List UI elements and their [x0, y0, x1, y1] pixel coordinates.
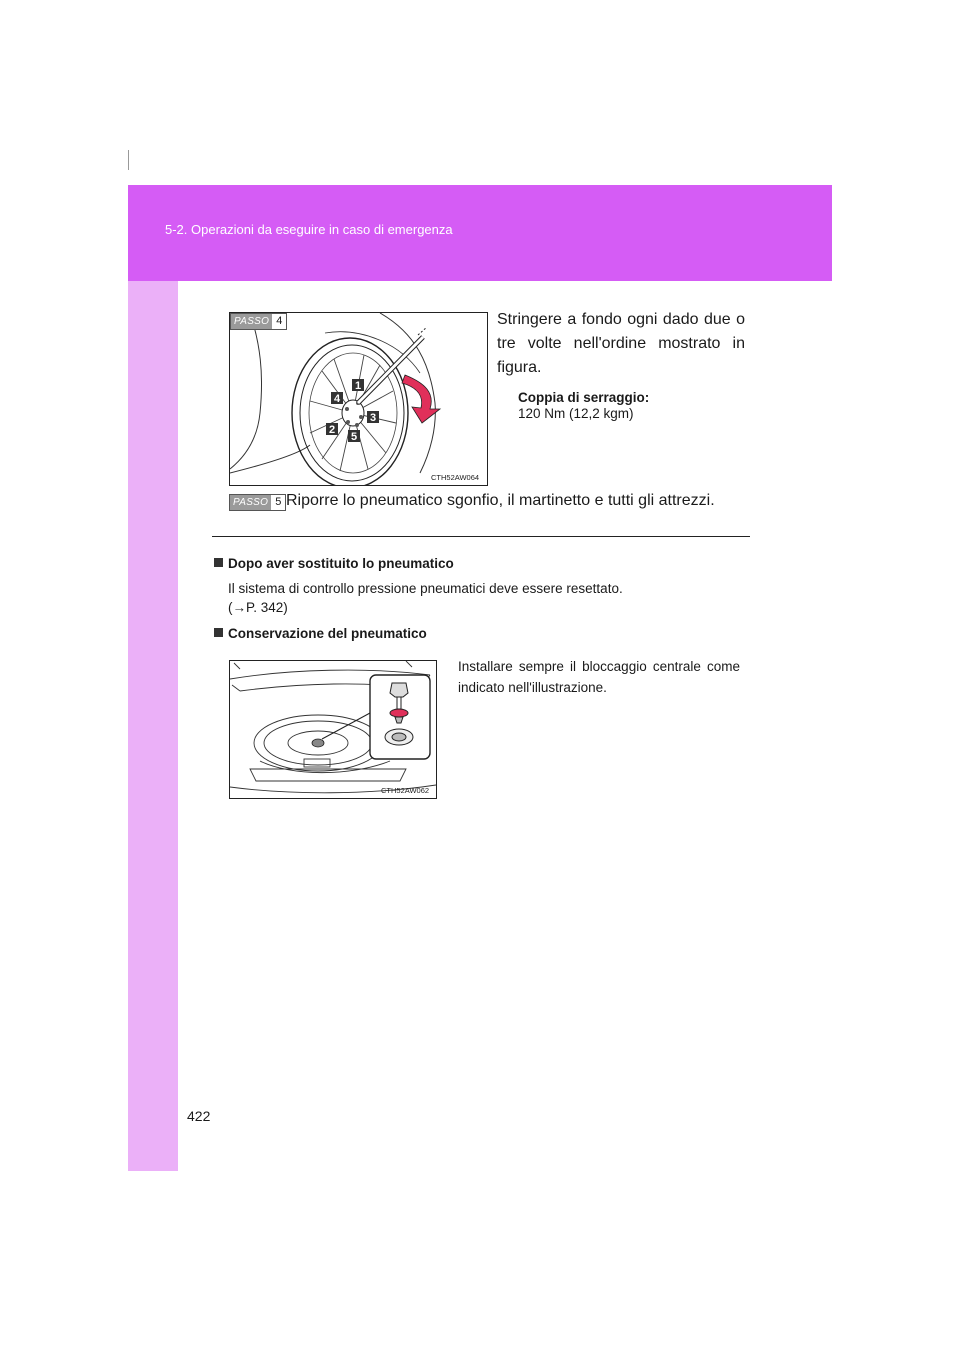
figure-code: CTH52AW064: [431, 473, 480, 482]
step-4-text: Stringere a fondo ogni dado due o tre volte nell'ordine mostrato in figura.: [497, 311, 745, 376]
square-bullet-icon: [214, 628, 223, 637]
step-4-badge: [230, 313, 287, 330]
side-tab-band: [128, 281, 178, 1171]
note-heading-after-replacement: [214, 556, 454, 571]
nut-label-5: 5: [351, 431, 358, 443]
section-title: 5-2. Operazioni da eseguire in caso di emergenza: [165, 222, 453, 237]
page-reference: (→P. 342): [228, 600, 288, 615]
step-5-badge: [229, 494, 286, 511]
spare-tire-storage-figure: [229, 660, 437, 799]
nut-label-1: 1: [355, 380, 362, 392]
note-heading-text: Conservazione del pneumatico: [228, 626, 427, 641]
nut-label-4: 4: [334, 393, 341, 405]
storage-note-text: Installare sempre il bloccaggio centrale come indicato nell'illustrazione.: [458, 659, 740, 695]
page-number: 422: [187, 1108, 211, 1124]
note-body: Il sistema di controllo pressione pneumatici deve essere resettato.: [228, 581, 623, 596]
note-heading-tire-storage: [214, 626, 427, 641]
step-word: PASSO: [230, 495, 271, 510]
step-word: PASSO: [231, 314, 272, 329]
crop-mark: [128, 150, 129, 170]
wheel-illustration: [230, 313, 487, 485]
nut-label-3: 3: [370, 412, 377, 424]
step-number: 5: [275, 496, 282, 508]
trunk-illustration: [230, 661, 436, 798]
step-5-text: Riporre lo pneumatico sgonfio, il martinetto e tutti gli attrezzi.: [286, 492, 715, 509]
figure-code: CTH52AW062: [381, 786, 430, 795]
torque-label: Coppia di serraggio:: [518, 390, 650, 405]
section-divider: [212, 536, 750, 537]
note-heading-text: Dopo aver sostituito lo pneumatico: [228, 556, 454, 571]
nut-label-2: 2: [329, 424, 336, 436]
square-bullet-icon: [214, 558, 223, 567]
wheel-nut-tightening-figure: [229, 312, 488, 486]
step-number: 4: [276, 315, 283, 327]
torque-value: 120 Nm (12,2 kgm): [518, 406, 634, 421]
